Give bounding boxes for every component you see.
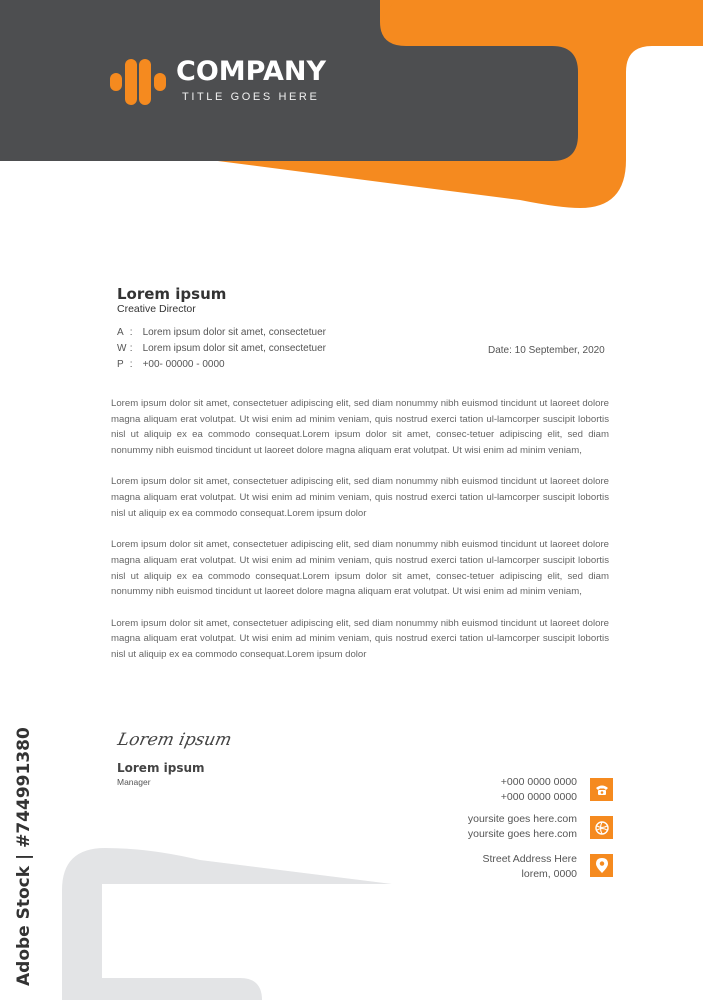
footer-phone-line: +000 0000 0000 — [500, 791, 577, 803]
watermark-text: Adobe Stock | #744991380 — [14, 727, 34, 986]
phone-icon — [590, 778, 613, 801]
footer-website-line: yoursite goes here.com — [467, 828, 577, 840]
contact-key: W — [117, 343, 127, 354]
footer-phone-line: +000 0000 0000 — [500, 776, 577, 788]
contact-separator: : — [129, 359, 133, 370]
body-paragraph: Lorem ipsum dolor sit amet, consectetuer adipiscing elit, sed diam nonummy nibh euismod tincidunt ut laoreet dolore magna aliquam erat volutpat. Ut wisi enim ad minim veniam, quis nostrud exerci tation ul-lamcorper suscipit lobortis nisl ut aliquip ex ea commodo consequat.Lorem ipsum dolor — [111, 617, 609, 660]
body-paragraph: Lorem ipsum dolor sit amet, consectetuer adipiscing elit, sed diam nonummy nibh euismod tincidunt ut laoreet dolore magna aliquam erat volutpat. Ut wisi enim ad minim veniam, quis nostrud exerci tation ul-lamcorper suscipit lobortis nisl ut aliquip ex ea commodo consequat.Lorem ipsum dolor sit amet, consec-tetuer adipiscing elit, sed diam nonummy nibh euismod tincidunt ut laoreet dolore magna aliquam erat volutpat. Ut wisi enim ad minim veniam, — [111, 398, 609, 457]
company-name: COMPANY — [176, 56, 326, 87]
contact-key: A — [117, 327, 124, 338]
footer-gray-shape — [62, 848, 392, 1000]
contact-value: +00- 00000 - 0000 — [142, 359, 225, 370]
signatory-name: Lorem ipsum — [117, 761, 205, 775]
header-orange-top — [380, 0, 703, 46]
footer-address-line: lorem, 0000 — [521, 868, 577, 880]
footer-website-line: yoursite goes here.com — [467, 813, 577, 825]
contact-value: Lorem ipsum dolor sit amet, consectetuer — [142, 343, 326, 354]
contact-separator: : — [129, 343, 133, 354]
contact-phone — [117, 359, 225, 370]
contact-website — [117, 343, 326, 354]
contact-address — [117, 327, 326, 338]
footer-gray-bottom — [102, 978, 262, 1000]
contact-key: P — [117, 359, 124, 370]
contact-value: Lorem ipsum dolor sit amet, consectetuer — [142, 327, 326, 338]
signatory-role: Manager — [117, 777, 151, 787]
body-paragraph: Lorem ipsum dolor sit amet, consectetuer adipiscing elit, sed diam nonummy nibh euismod tincidunt ut laoreet dolore magna aliquam erat volutpat. Ut wisi enim ad minim veniam, quis nostrud exerci tation ul-lamcorper suscipit lobortis nisl ut aliquip ex ea commodo consequat.Lorem ipsum dolor — [111, 476, 609, 519]
logo-icon — [110, 59, 166, 105]
footer-websites — [468, 812, 577, 842]
footer-address-line: Street Address Here — [482, 853, 577, 865]
sender-role: Creative Director — [117, 303, 196, 315]
footer-address — [482, 852, 577, 882]
signature-script: Lorem ipsum — [115, 730, 234, 750]
body-paragraph: Lorem ipsum dolor sit amet, consectetuer adipiscing elit, sed diam nonummy nibh euismod tincidunt ut laoreet dolore magna aliquam erat volutpat. Ut wisi enim ad minim veniam, quis nostrud exerci tation ul-lamcorper suscipit lobortis nisl ut aliquip ex ea commodo consequat.Lorem ipsum dolor sit amet, consec-tetuer adipiscing elit, sed diam nonummy nibh euismod tincidunt ut laoreet dolore magna aliquam erat volutpat. Ut wisi enim ad minim veniam, — [111, 539, 609, 598]
contact-separator: : — [129, 327, 133, 338]
location-pin-icon — [590, 854, 613, 877]
stock-watermark — [12, 727, 36, 990]
sender-name: Lorem ipsum — [117, 285, 227, 303]
footer-phones — [501, 775, 577, 805]
globe-icon — [590, 816, 613, 839]
letter-body — [111, 396, 609, 678]
letter-date: Date: 10 September, 2020 — [488, 345, 605, 356]
company-tagline: TITLE GOES HERE — [182, 91, 320, 103]
